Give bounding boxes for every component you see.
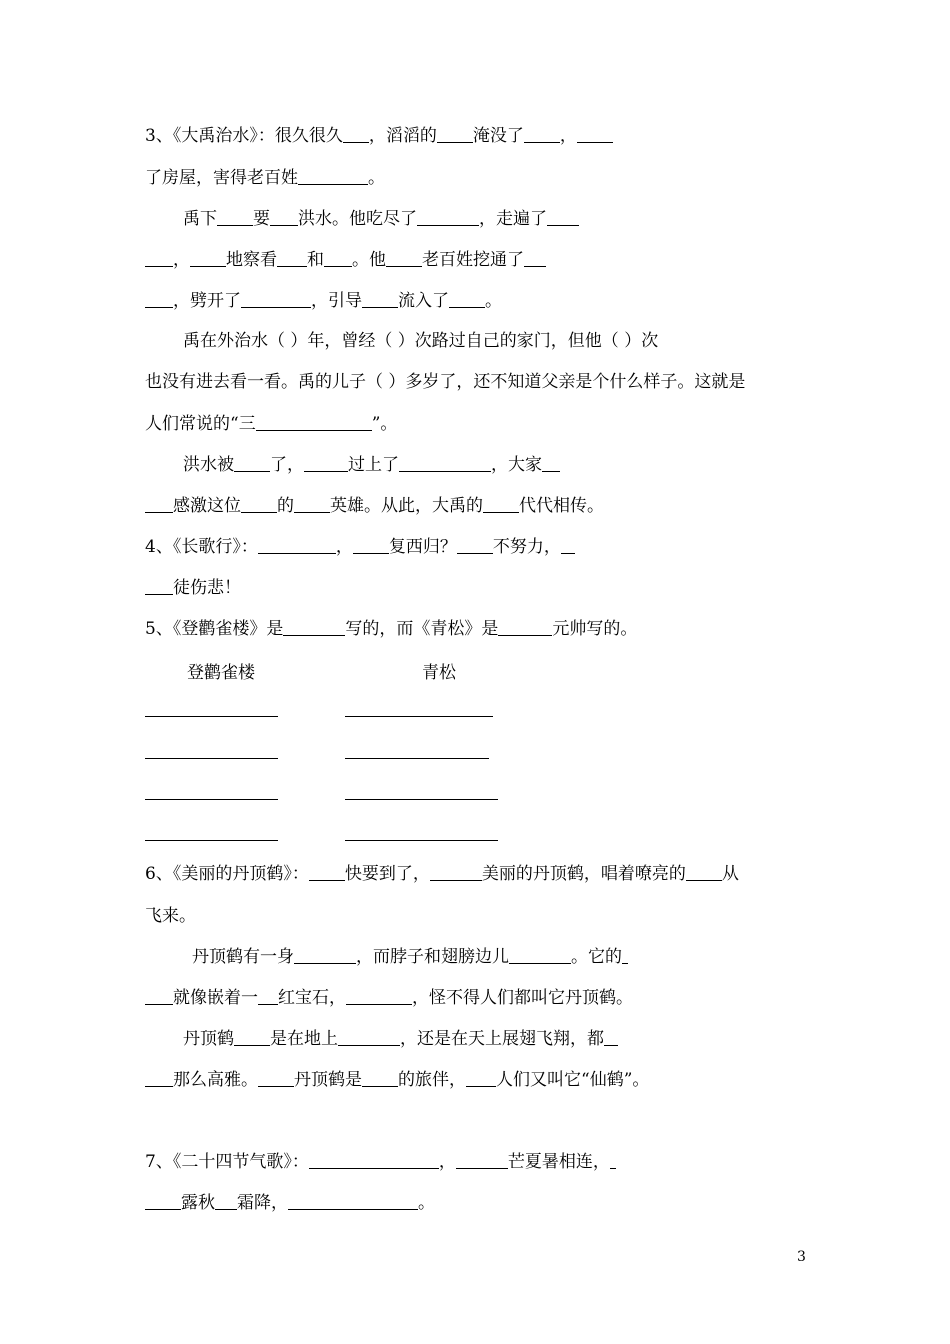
blank[interactable]	[509, 945, 571, 964]
blank[interactable]	[241, 289, 311, 308]
s6-line-3	[192, 945, 628, 969]
text: ，滔滔的	[368, 126, 437, 146]
blank[interactable]	[258, 535, 336, 554]
poem-title-qingsong: 青松	[422, 663, 456, 683]
blank[interactable]	[256, 412, 372, 431]
text: 那么高雅。	[173, 1070, 258, 1090]
answer-line[interactable]	[145, 758, 278, 759]
blank[interactable]	[437, 124, 473, 143]
text: 。它的	[571, 947, 622, 967]
blank[interactable]	[399, 453, 491, 472]
s4-line-1	[145, 535, 575, 559]
blank[interactable]	[304, 453, 348, 472]
blank[interactable]	[417, 207, 479, 226]
blank[interactable]	[294, 945, 356, 964]
text: 美丽的丹顶鹤，唱着嘹亮的	[481, 864, 686, 884]
s3-line-3	[183, 207, 579, 231]
blank[interactable]	[343, 124, 369, 143]
answer-line[interactable]	[145, 799, 278, 800]
text: 也没有进去看一看。禹的儿子（ ）多岁了，还不知道父亲是个什么样子。这就是	[145, 372, 746, 392]
blank[interactable]	[324, 248, 352, 267]
blank[interactable]	[430, 862, 482, 881]
answer-line[interactable]	[145, 840, 278, 841]
blank[interactable]	[466, 1068, 496, 1087]
blank[interactable]	[234, 1027, 270, 1046]
blank[interactable]	[145, 1068, 173, 1087]
page-number: 3	[797, 1249, 806, 1265]
s3-line-7	[145, 370, 745, 394]
text: ，怪不得人们都叫它丹顶鹤。	[412, 988, 633, 1008]
text: 禹在外治水（ ）年，曾经（ ）次路过自己的家门，但他（ ）次	[183, 331, 659, 351]
text: 霜降，	[237, 1193, 288, 1213]
text: 了，	[270, 455, 304, 475]
blank[interactable]	[145, 248, 173, 267]
text: 不努力，	[492, 537, 561, 557]
text: 代代相传。	[519, 496, 604, 516]
s3-line-8	[145, 412, 397, 436]
blank[interactable]	[234, 453, 270, 472]
text: 人们又叫它“仙鹤”。	[496, 1070, 650, 1090]
answer-line[interactable]	[345, 799, 498, 800]
blank[interactable]	[547, 207, 579, 226]
text: 是在地上	[270, 1029, 338, 1049]
text: 洪水被	[183, 455, 234, 475]
blank[interactable]	[288, 1191, 418, 1210]
blank[interactable]	[270, 207, 298, 226]
blank[interactable]	[283, 617, 345, 636]
poem-title-dengguanquelou: 登鹳雀楼	[187, 663, 255, 683]
text: 丹顶鹤是	[294, 1070, 362, 1090]
text: 的旅伴，	[398, 1070, 466, 1090]
text: 丹顶鹤有一身	[192, 947, 294, 967]
text: 就像嵌着一	[173, 988, 258, 1008]
text: 4、《长歌行》：	[145, 537, 258, 557]
blank[interactable]	[457, 535, 493, 554]
blank[interactable]	[622, 945, 628, 964]
text: 禹下	[183, 209, 217, 229]
text: 复西归？	[388, 537, 457, 557]
text: 了房屋，害得老百姓	[145, 168, 298, 188]
text: 7、《二十四节气歌》：	[145, 1152, 309, 1172]
blank[interactable]	[241, 494, 277, 513]
s3-line-6	[183, 329, 658, 353]
text: ，	[335, 537, 353, 557]
text: 英雄。从此，大禹的	[330, 496, 483, 516]
text: 飞来。	[145, 906, 196, 926]
text: 快要到了，	[344, 864, 430, 884]
blank[interactable]	[145, 289, 173, 308]
blank[interactable]	[215, 1191, 237, 1210]
s6-line-4	[145, 986, 633, 1010]
blank[interactable]	[294, 494, 330, 513]
answer-line[interactable]	[145, 716, 278, 717]
blank[interactable]	[353, 535, 389, 554]
text: 流入了	[398, 291, 449, 311]
text: 过上了	[348, 455, 399, 475]
text: ，而脖子和翅膀边儿	[356, 947, 509, 967]
blank[interactable]	[258, 1068, 294, 1087]
blank[interactable]	[346, 986, 412, 1005]
s7-line-2	[145, 1191, 435, 1215]
blank[interactable]	[277, 248, 307, 267]
blank[interactable]	[449, 289, 485, 308]
blank[interactable]	[362, 1068, 398, 1087]
text: 。他	[352, 250, 386, 270]
text: ，引导	[311, 291, 362, 311]
text: 6、《美丽的丹顶鹤》：	[145, 864, 309, 884]
text: 5、《登鹳雀楼》是	[145, 619, 284, 639]
s3-line-9	[183, 453, 560, 477]
blank[interactable]	[498, 617, 552, 636]
text: 写的，而《青松》是	[345, 619, 499, 639]
blank[interactable]	[309, 1150, 439, 1169]
s6-line-1	[145, 862, 739, 886]
text: ，	[173, 250, 190, 270]
text: 要	[253, 209, 270, 229]
text: 人们常说的“三	[145, 414, 256, 434]
blank[interactable]	[145, 576, 173, 595]
blank[interactable]	[456, 1150, 508, 1169]
blank[interactable]	[258, 986, 278, 1005]
blank[interactable]	[190, 248, 226, 267]
blank[interactable]	[217, 207, 253, 226]
blank[interactable]	[686, 862, 722, 881]
text: 露秋	[181, 1193, 215, 1213]
text: 3、《大禹治水》：很久很久	[145, 126, 343, 146]
text: 红宝石，	[278, 988, 346, 1008]
s6-line-6	[145, 1068, 649, 1092]
blank[interactable]	[386, 248, 422, 267]
blank[interactable]	[561, 535, 575, 554]
answer-line[interactable]	[345, 716, 493, 717]
blank[interactable]	[298, 166, 368, 185]
text: 徒伤悲！	[173, 578, 241, 598]
text: 淹没了	[472, 126, 524, 146]
text: 感激这位	[173, 496, 241, 516]
s7-line-1	[145, 1150, 616, 1174]
s3-line-10	[145, 494, 604, 518]
blank[interactable]	[145, 1191, 181, 1210]
text: 芒夏暑相连，	[507, 1152, 610, 1172]
text: ，	[559, 126, 577, 146]
s3-line-5	[145, 289, 502, 313]
text: ，劈开了	[173, 291, 241, 311]
blank[interactable]	[524, 248, 546, 267]
text: ，大家	[491, 455, 542, 475]
blank[interactable]	[309, 862, 345, 881]
blank[interactable]	[524, 124, 560, 143]
s3-line-2	[145, 166, 385, 190]
text: 丹顶鹤	[183, 1029, 234, 1049]
text: 洪水。他吃尽了	[298, 209, 417, 229]
text: 元帅写的。	[552, 619, 638, 639]
text: 。	[485, 291, 502, 311]
blank[interactable]	[577, 124, 613, 143]
blank[interactable]	[145, 986, 173, 1005]
s6-line-2	[145, 904, 196, 928]
answer-line[interactable]	[345, 840, 498, 841]
s3-line-1	[145, 124, 613, 148]
blank[interactable]	[338, 1027, 400, 1046]
text: ，走遍了	[479, 209, 547, 229]
text: ，还是在天上展翅飞翔，都	[400, 1029, 604, 1049]
text: 地察看	[226, 250, 277, 270]
blank[interactable]	[610, 1150, 616, 1169]
s3-line-4	[145, 248, 546, 272]
blank[interactable]	[362, 289, 398, 308]
text: ”。	[371, 414, 398, 434]
s6-line-5	[183, 1027, 618, 1051]
text: 。	[368, 168, 385, 188]
answer-line[interactable]	[345, 758, 489, 759]
text: 的	[277, 496, 294, 516]
s5-line-1	[145, 617, 637, 641]
text: 老百姓挖通了	[422, 250, 524, 270]
blank[interactable]	[604, 1027, 618, 1046]
text: ，	[438, 1152, 456, 1172]
text: 。	[418, 1193, 435, 1213]
blank[interactable]	[483, 494, 519, 513]
blank[interactable]	[145, 494, 173, 513]
text: 从	[721, 864, 739, 884]
blank[interactable]	[542, 453, 560, 472]
text: 和	[307, 250, 324, 270]
s4-line-2	[145, 576, 241, 600]
